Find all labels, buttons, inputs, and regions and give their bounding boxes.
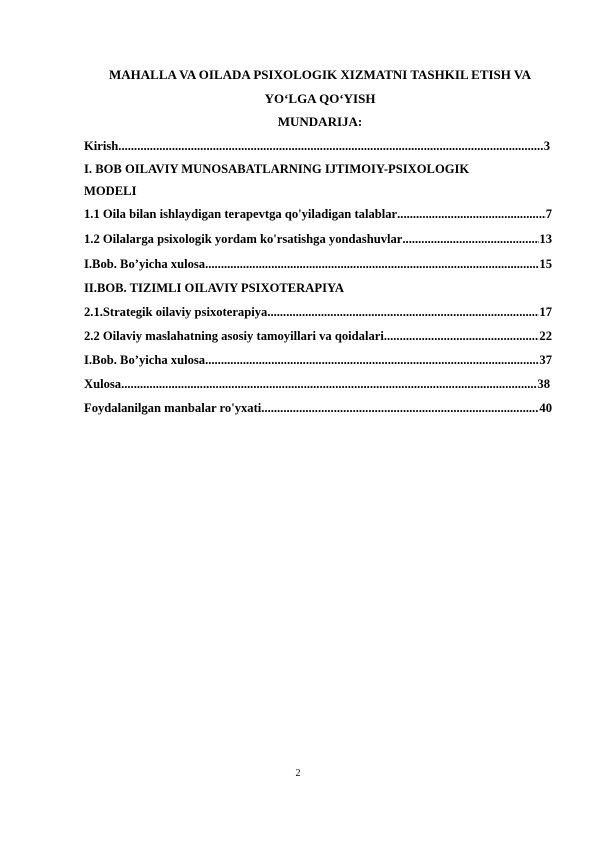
dot-leader bbox=[205, 350, 539, 370]
toc-entry-2-2[interactable] bbox=[84, 326, 552, 346]
toc-entry-references[interactable] bbox=[84, 398, 552, 418]
toc-entry-label: I.Bob. Bo’yicha xulosa bbox=[84, 353, 206, 367]
toc-entry-1-1[interactable] bbox=[84, 204, 552, 224]
toc-entry-page: 37 bbox=[539, 353, 552, 367]
dot-leader bbox=[267, 302, 539, 322]
toc-entry-bob-1-conclusion[interactable] bbox=[84, 254, 552, 274]
toc-entry-label: Kirish bbox=[84, 139, 119, 153]
toc-entry-label: 1.1 Oila bilan ishlaydigan terapevtga qo'yiladigan talablar bbox=[84, 207, 398, 221]
toc-entry-label: 2.1.Strategik oilaviy psixoterapiya bbox=[84, 305, 268, 319]
toc-entry-label: 1.2 Oilalarga psixologik yordam ko'rsatishga yondashuvlar bbox=[84, 232, 403, 246]
toc-entry-xulosa[interactable] bbox=[84, 374, 550, 394]
toc-entry-2-1[interactable] bbox=[84, 302, 552, 322]
dot-leader bbox=[402, 229, 539, 249]
dot-leader bbox=[261, 398, 539, 418]
toc-entry-page: 17 bbox=[539, 305, 552, 319]
toc-entry-1-2[interactable] bbox=[84, 229, 552, 249]
toc-entry-label: I.Bob. Bo’yicha xulosa bbox=[84, 257, 206, 271]
toc-entry-page: 15 bbox=[539, 257, 552, 271]
toc-entry-label: Foydalanilgan manbalar ro'yxati bbox=[84, 401, 262, 415]
toc-entry-label: 2.2 Oilaviy maslahatning asosiy tamoyillari va qoidalari bbox=[84, 329, 384, 343]
toc-heading: MUNDARIJA: bbox=[277, 114, 363, 129]
dot-leader bbox=[205, 254, 539, 274]
toc-chapter-2-heading[interactable]: II.BOB. TIZIMLI OILAVIY PSIXOTERAPIYA bbox=[84, 281, 344, 295]
toc-chapter-1-heading[interactable]: I. BOB OILAVIY MUNOSABATLARNING IJTIMOIY-PSIXOLOGIK bbox=[84, 162, 470, 176]
toc-entry-bob-2-conclusion[interactable] bbox=[84, 350, 552, 370]
page-number: 2 bbox=[295, 768, 301, 779]
toc-entry-page: 7 bbox=[545, 207, 552, 221]
toc-entry-page: 40 bbox=[539, 401, 552, 415]
dot-leader bbox=[118, 136, 543, 156]
toc-entry-page: 22 bbox=[539, 329, 552, 343]
document-title-line-2: YO‘LGA QO‘YISH bbox=[264, 91, 376, 106]
dot-leader bbox=[397, 204, 546, 224]
toc-entry-kirish[interactable] bbox=[84, 136, 550, 156]
document-title-line-1: MAHALLA VA OILADA PSIXOLOGIK XIZMATNI TASHKIL ETISH VA bbox=[108, 67, 532, 82]
toc-entry-page: 13 bbox=[539, 232, 552, 246]
toc-entry-page: 3 bbox=[543, 139, 550, 153]
toc-entry-label: Xulosa bbox=[84, 377, 122, 391]
dot-leader bbox=[121, 374, 537, 394]
toc-entry-page: 38 bbox=[537, 377, 550, 391]
toc-chapter-1-heading-cont: MODELI bbox=[84, 184, 137, 198]
dot-leader bbox=[384, 326, 540, 346]
